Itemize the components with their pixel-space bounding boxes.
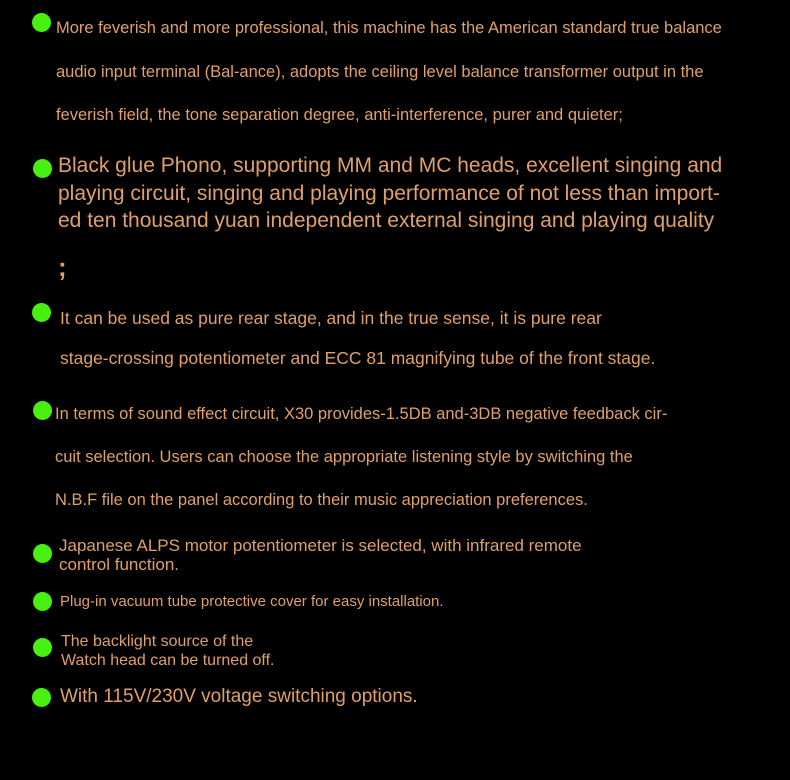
bullet-dot-icon [32,13,51,32]
text-line: In terms of sound effect circuit, X30 provides-1.5DB and-3DB negative feedback cir- [55,405,668,423]
bullet-text [59,536,582,574]
text-line: Watch head can be turned off. [61,652,275,669]
bullet-dot-icon [32,303,51,322]
text-line: Plug-in vacuum tube protective cover for easy installation. [60,593,444,610]
bullet-text [58,152,722,235]
text-line: playing circuit, singing and playing performance of not less than import- [58,181,720,205]
bullet-dot-icon [33,159,52,178]
bullet-text [55,393,667,522]
text-line: ed ten thousand yuan independent external singing and playing quality [58,209,715,232]
bullet-dot-icon [33,544,52,563]
text-line: cuit selection. Users can choose the appropriate listening style by switching the [55,448,633,466]
bullet-text [60,592,444,612]
text-line: stage-crossing potentiometer and ECC 81 magnifying tube of the front stage. [60,348,656,368]
text-line: control function. [59,555,180,574]
bullet-dot-icon [33,592,52,611]
bullet-dot-icon [32,688,51,707]
trailing-semicolon: ; [58,252,67,282]
bullet-text [60,685,418,709]
bullet-dot-icon [33,401,52,420]
text-line: The backlight source of the [61,633,254,650]
text-line: audio input terminal (Bal-ance), adopts the ceiling level balance transformer output in the [56,62,704,81]
text-line: feverish field, the tone separation degree, anti-interference, purer and quieter; [56,106,623,124]
text-line: Black glue Phono, supporting MM and MC heads, excellent singing and [58,154,723,177]
bullet-dot-icon [33,638,52,657]
text-line: With 115V/230V voltage switching options. [60,686,418,707]
text-line: More feverish and more professional, this machine has the American standard true balance [56,19,722,37]
bullet-text [60,298,655,378]
bullet-text [56,7,722,138]
text-line: N.B.F file on the panel according to their music appreciation preferences. [55,491,588,509]
text-line: Japanese ALPS motor potentiometer is selected, with infrared remote [59,536,582,555]
text-line: It can be used as pure rear stage, and in the true sense, it is pure rear [60,308,602,328]
bullet-text [61,632,274,670]
